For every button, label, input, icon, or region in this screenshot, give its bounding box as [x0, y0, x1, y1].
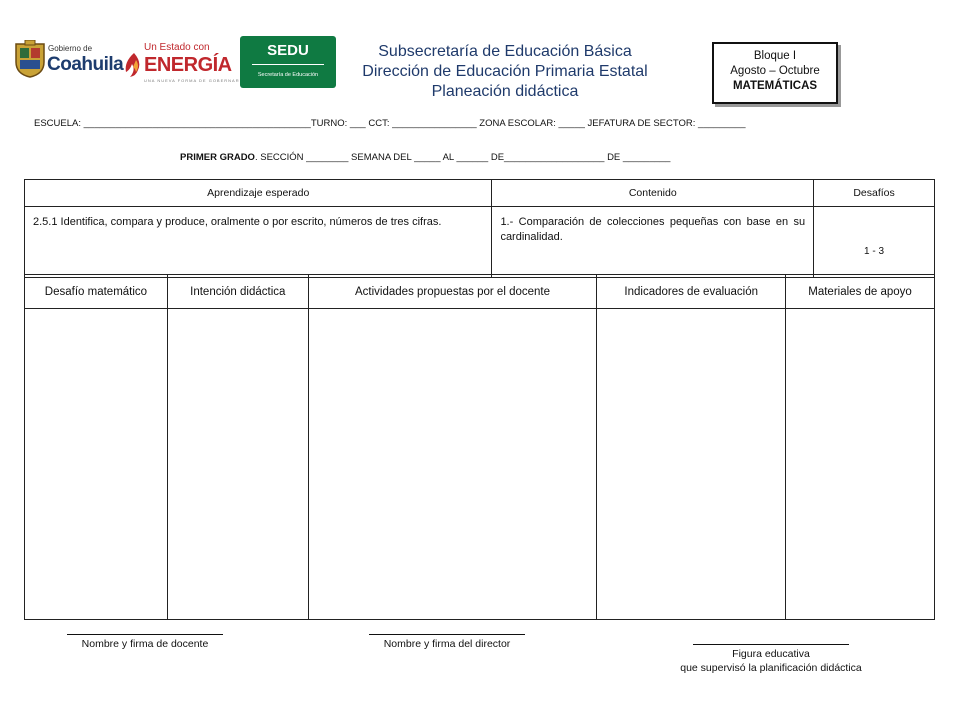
indicadores-header: Indicadores de evaluación	[597, 275, 786, 309]
materiales-header: Materiales de apoyo	[786, 275, 935, 309]
signature-director	[362, 634, 532, 651]
sedu-subtitle: Secretaría de Educación	[257, 72, 319, 78]
desafios-cell: 1 - 3	[814, 207, 935, 278]
signature-figura-label: Figura educativa	[732, 648, 810, 660]
energia-flame-icon	[124, 52, 144, 78]
contenido-cell: 1.- Comparación de colecciones pequeñas con base en su cardinalidad.	[492, 207, 814, 278]
signature-line	[369, 634, 525, 635]
sedu-title: SEDU	[267, 42, 309, 59]
contenido-header: Contenido	[492, 180, 814, 207]
sedu-logo	[240, 36, 336, 88]
intencion-didactica-header: Intención didáctica	[167, 275, 308, 309]
desafio-matematico-header: Desafío matemático	[25, 275, 168, 309]
energia-name: ENERGÍA	[144, 54, 232, 76]
bloque-subject: MATEMÁTICAS	[732, 80, 818, 92]
heading-planeacion: Planeación didáctica	[431, 83, 579, 100]
table-header-row	[25, 180, 935, 207]
signature-figura-educativa	[656, 644, 886, 675]
energia-tagline: Un Estado con	[144, 42, 210, 53]
coahuila-small-text: Gobierno de	[48, 44, 93, 53]
actividades-header: Actividades propuestas por el docente	[308, 275, 597, 309]
bloque-period: Agosto – Octubre	[730, 65, 820, 77]
signature-line	[693, 644, 849, 645]
heading-subsecretaria: Subsecretaría de Educación Básica	[378, 43, 632, 60]
signature-docente	[60, 634, 230, 651]
document-heading	[330, 42, 680, 102]
signature-line	[67, 634, 223, 635]
coahuila-logo	[14, 40, 124, 82]
energia-subtitle: UNA NUEVA FORMA DE GOBERNAR	[144, 78, 240, 83]
escuela-fields-line: ESCUELA: ___________________________________________TURNO: ___ CCT: ________________ ZONA ESCOLAR: _____ JEFATURA DE SECTOR: _________	[34, 118, 746, 129]
seccion-semana-fields: . SECCIÓN ________ SEMANA DEL _____ AL ______ DE___________________ DE _________	[254, 152, 671, 163]
bloque-number: Bloque I	[753, 50, 797, 62]
energia-logo	[124, 42, 240, 88]
indicadores-cell[interactable]	[597, 309, 786, 620]
aprendizaje-header: Aprendizaje esperado	[25, 180, 492, 207]
actividades-cell[interactable]	[308, 309, 597, 620]
signature-figura-sublabel: que supervisó la planificación didáctica	[680, 662, 862, 674]
planeacion-table	[24, 274, 935, 620]
table-row	[25, 207, 935, 278]
sedu-divider	[252, 64, 324, 65]
signature-docente-label: Nombre y firma de docente	[81, 638, 209, 650]
aprendizaje-table	[24, 179, 935, 278]
heading-direccion: Dirección de Educación Primaria Estatal	[362, 63, 648, 80]
table-row	[25, 309, 935, 620]
grado-label: PRIMER GRADO	[180, 152, 255, 163]
grado-fields-line	[180, 152, 670, 163]
coahuila-shield-icon	[14, 40, 46, 78]
desafios-header: Desafíos	[814, 180, 935, 207]
signature-director-label: Nombre y firma del director	[383, 638, 511, 650]
desafio-matematico-cell[interactable]	[25, 309, 168, 620]
table-header-row	[25, 275, 935, 309]
coahuila-name: Coahuila	[47, 54, 124, 75]
bloque-box	[712, 42, 838, 104]
materiales-cell[interactable]	[786, 309, 935, 620]
intencion-didactica-cell[interactable]	[167, 309, 308, 620]
aprendizaje-cell: 2.5.1 Identifica, compara y produce, oralmente o por escrito, números de tres cifras.	[25, 207, 492, 278]
